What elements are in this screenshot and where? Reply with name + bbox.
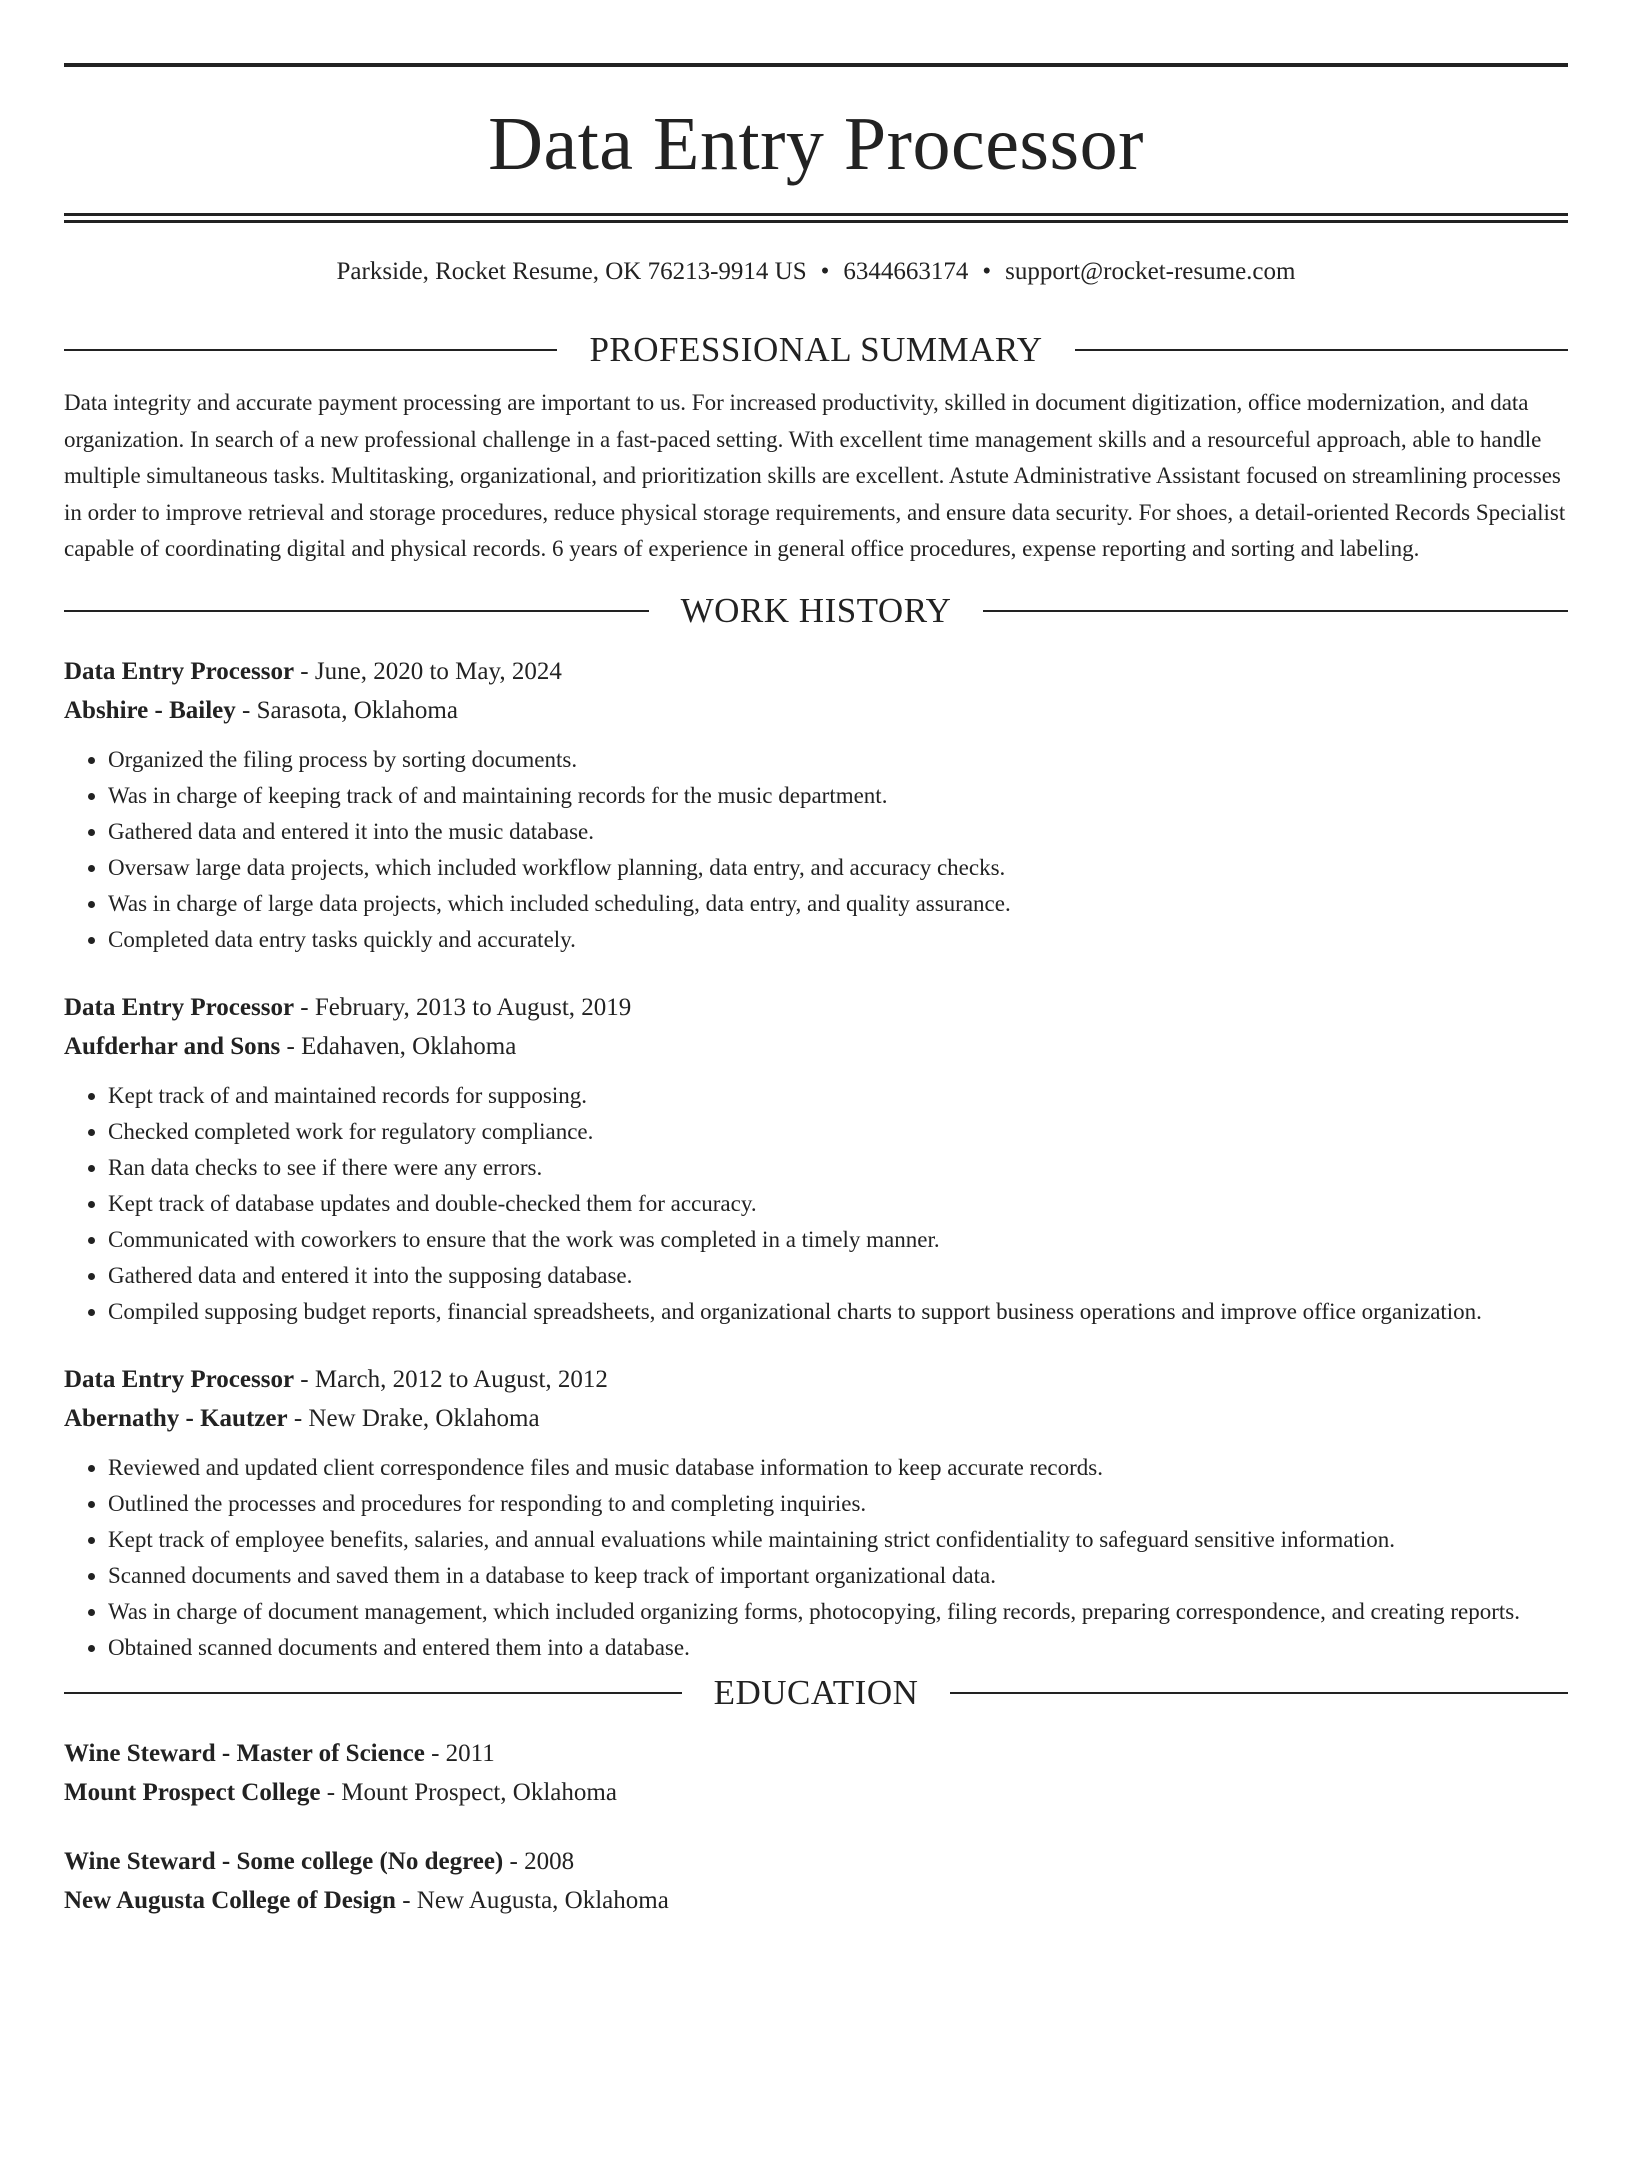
list-item: • Obtained scanned documents and entered them into a database. [108,1630,1568,1666]
list-item: • Checked completed work for regulatory compliance. [108,1114,1568,1150]
list-item: • Kept track of and maintained records for supposing. [108,1078,1568,1114]
list-item: • Communicated with coworkers to ensure that the work was completed in a timely manner. [108,1222,1568,1258]
job-location: - Edahaven, Oklahoma [286,1032,517,1060]
job-title-line [64,1360,1568,1399]
list-item: • Organized the filing process by sorting documents. [108,742,1568,778]
job-bullets [64,1450,1568,1666]
contact-address: Parkside, Rocket Resume, OK 76213-9914 US [336,258,807,285]
education-entry [64,1734,1568,1812]
job-role: Data Entry Processor [64,1365,295,1393]
list-item: • Was in charge of keeping track of and maintaining records for the music department. [108,778,1568,814]
job-location: - New Drake, Oklahoma [293,1404,540,1432]
job-company-line [64,1027,1568,1066]
education-year: - 2008 [509,1847,575,1875]
job-entry [64,1360,1568,1666]
job-dates: - February, 2013 to August, 2019 [300,993,632,1021]
list-item: • Kept track of database updates and double-checked them for accuracy. [108,1186,1568,1222]
education-degree: Wine Steward - Master of Science [64,1739,425,1767]
list-item: • Ran data checks to see if there were any errors. [108,1150,1568,1186]
list-item: • Was in charge of document management, which included organizing forms, photocopying, filing records, preparing correspondence, and creating reports. [108,1594,1568,1630]
education-entry [64,1842,1568,1920]
list-item: • Scanned documents and saved them in a database to keep track of important organizational data. [108,1558,1568,1594]
job-dates: - March, 2012 to August, 2012 [300,1365,608,1393]
section-title-work-history: WORK HISTORY [680,590,952,630]
job-role: Data Entry Processor [64,993,295,1021]
top-rule [64,63,1568,67]
education-school: New Augusta College of Design [64,1886,396,1914]
job-company-line [64,1399,1568,1438]
list-item: • Reviewed and updated client correspondence files and music database information to keep accurate records. [108,1450,1568,1486]
job-company: Abshire - Bailey [64,696,236,724]
contact-separator: • [982,258,992,285]
list-item: • Completed data entry tasks quickly and accurately. [108,922,1568,958]
contact-separator: • [820,258,830,285]
education-list [64,1734,1568,1920]
job-dates: - June, 2020 to May, 2024 [300,657,562,685]
candidate-name: Data Entry Processor [488,102,1144,186]
section-rule [64,1692,682,1694]
education-location: - New Augusta, Oklahoma [402,1886,669,1914]
section-header-work-history [64,590,1568,632]
section-rule [64,349,557,351]
summary-text: Data integrity and accurate payment processing are important to us. For increased productivity, skilled in document digitization, office modernization, and data organization. In search of a new professional challenge in a fast-paced setting. With excellent time management skills and a resourceful approach, able to handle multiple simultaneous tasks. Multitasking, organizational, and prioritization skills are excellent. Astute Administrative Assistant focused on streamlining processes in order to improve retrieval and storage procedures, reduce physical storage requirements, and ensure data security. For shoes, a detail-oriented Records Specialist capable of coordinating digital and physical records. 6 years of experience in general office procedures, expense reporting and sorting and labeling. [64,390,1566,561]
job-company-line [64,691,1568,730]
education-degree: Wine Steward - Some college (No degree) [64,1847,504,1875]
section-rule [950,1692,1568,1694]
education-school: Mount Prospect College [64,1778,321,1806]
job-bullets [64,742,1568,958]
job-bullets [64,1078,1568,1330]
education-school-line [64,1881,1568,1920]
resume-page [0,63,1632,2175]
section-rule [64,610,649,612]
double-rule [64,213,1568,223]
contact-phone: 6344663174 [843,258,969,285]
list-item: • Gathered data and entered it into the music database. [108,814,1568,850]
section-header-summary [64,329,1568,371]
section-rule [1075,349,1568,351]
education-year: - 2011 [431,1739,495,1767]
education-degree-line [64,1734,1568,1773]
contact-line [64,257,1568,287]
job-company: Abernathy - Kautzer [64,1404,288,1432]
job-company: Aufderhar and Sons [64,1032,281,1060]
list-item: • Oversaw large data projects, which included workflow planning, data entry, and accuracy checks. [108,850,1568,886]
job-role: Data Entry Processor [64,657,295,685]
list-item: • Outlined the processes and procedures for responding to and completing inquiries. [108,1486,1568,1522]
section-title-summary: PROFESSIONAL SUMMARY [589,330,1043,369]
list-item: • Was in charge of large data projects, which included scheduling, data entry, and quality assurance. [108,886,1568,922]
contact-email: support@rocket-resume.com [1005,258,1296,285]
list-item: • Kept track of employee benefits, salaries, and annual evaluations while maintaining strict confidentiality to safeguard sensitive information. [108,1522,1568,1558]
section-title-education: EDUCATION [713,1672,919,1712]
section-header-education [64,1672,1568,1714]
section-rule [983,610,1568,612]
education-school-line [64,1773,1568,1812]
job-title-line [64,652,1568,691]
education-location: - Mount Prospect, Oklahoma [326,1778,617,1806]
list-item: • Gathered data and entered it into the supposing database. [108,1258,1568,1294]
list-item: • Compiled supposing budget reports, financial spreadsheets, and organizational charts to support business operations and improve office organization. [108,1294,1568,1330]
job-location: - Sarasota, Oklahoma [242,696,458,724]
job-entry [64,988,1568,1330]
job-title-line [64,988,1568,1027]
work-history-list [64,652,1568,1666]
job-entry [64,652,1568,958]
education-degree-line [64,1842,1568,1881]
